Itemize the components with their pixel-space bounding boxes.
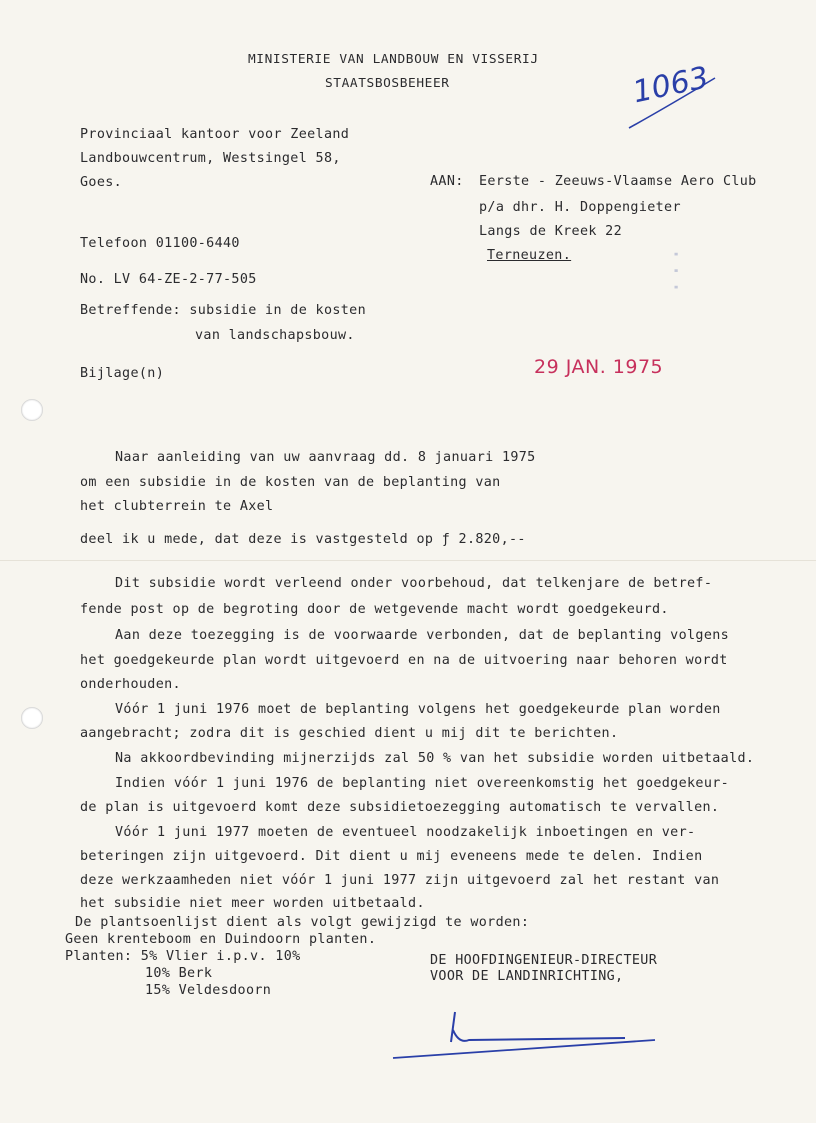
fold-line [0,560,816,561]
telephone: Telefoon 01100-6440 [80,236,240,251]
reference-number: No. LV 64-ZE-2-77-505 [80,272,257,287]
department-title: STAATSBOSBEHEER [325,76,450,91]
body-p3-line-1: Vóór 1 juni 1976 moet de beplanting volgens het goedgekeurde plan worden [115,702,721,717]
body-intro-1: Naar aanleiding van uw aanvraag dd. 8 januari 1975 [115,450,536,465]
body-p6-line-2: beteringen zijn uitgevoerd. Dit dient u mij eveneens mede te delen. Indien [80,849,703,864]
punch-hole-bottom [21,707,43,729]
body-intro-3: het clubterrein te Axel [80,499,274,514]
recipient-label: AAN: [430,174,464,189]
punch-hole-top [21,399,43,421]
addendum-line-5: 15% Veldesdoorn [145,983,272,998]
handwritten-number-mark [625,58,720,133]
addendum-line-4: 10% Berk [145,966,213,981]
signature-title-2: VOOR DE LANDINRICHTING, [430,969,624,984]
signature [385,1000,675,1070]
sender-line-3: Goes. [80,175,123,190]
attachment-label: Bijlage(n) [80,366,165,381]
recipient-line-1: Eerste - Zeeuws-Vlaamse Aero Club [479,174,757,189]
body-p4: Na akkoordbevinding mijnerzijds zal 50 % van het subsidie worden uitbetaald. [115,751,755,766]
body-p6-line-1: Vóór 1 juni 1977 moeten de eventueel noodzakelijk inboetingen en ver- [115,825,696,840]
body-p5-line-2: de plan is uitgevoerd komt deze subsidietoezegging automatisch te vervallen. [80,800,720,815]
addendum-line-2: Geen krenteboom en Duindoorn planten. [65,932,377,947]
body-p1-line-1: Dit subsidie wordt verleend onder voorbehoud, dat telkenjare de betref- [115,576,713,591]
recipient-line-2: p/a dhr. H. Doppengieter [479,200,681,215]
signature-title-1: DE HOOFDINGENIEUR-DIRECTEUR [430,953,658,968]
sender-line-2: Landbouwcentrum, Westsingel 58, [80,151,341,166]
body-intro-4: deel ik u mede, dat deze is vastgesteld op ƒ 2.820,-- [80,532,526,547]
recipient-city: Terneuzen. [487,248,572,263]
body-p3-line-2: aangebracht; zodra dit is geschied dient u mij dit te berichten. [80,726,619,741]
body-p5-line-1: Indien vóór 1 juni 1976 de beplanting niet overeenkomstig het goedgekeur- [115,776,730,791]
addendum-line-1: De plantsoenlijst dient als volgt gewijzigd te worden: [75,915,530,930]
subject-line-2: van landschapsbouw. [195,328,355,343]
recipient-line-3: Langs de Kreek 22 [479,224,623,239]
body-p2-line-1: Aan deze toezegging is de voorwaarde verbonden, dat de beplanting volgens [115,628,730,643]
body-intro-2: om een subsidie in de kosten van de beplanting van [80,475,501,490]
subject-line-1: Betreffende: subsidie in de kosten [80,303,367,318]
handwritten-number: 1063 [629,60,712,111]
date-stamp: 29 JAN. 1975 [534,356,664,378]
body-p6-line-4: het subsidie niet meer worden uitbetaald. [80,896,425,911]
body-p2-line-3: onderhouden. [80,677,181,692]
ministry-title: MINISTERIE VAN LANDBOUW EN VISSERIJ [248,52,539,67]
addendum-line-3: Planten: 5% Vlier i.p.v. 10% [65,949,301,964]
sender-line-1: Provinciaal kantoor voor Zeeland [80,127,350,142]
body-p1-line-2: fende post op de begroting door de wetgevende macht wordt goedgekeurd. [80,602,669,617]
pencil-marks: · · · [660,250,690,292]
body-p2-line-2: het goedgekeurde plan wordt uitgevoerd en na de uitvoering naar behoren wordt [80,653,728,668]
body-p6-line-3: deze werkzaamheden niet vóór 1 juni 1977 zijn uitgevoerd zal het restant van [80,873,720,888]
